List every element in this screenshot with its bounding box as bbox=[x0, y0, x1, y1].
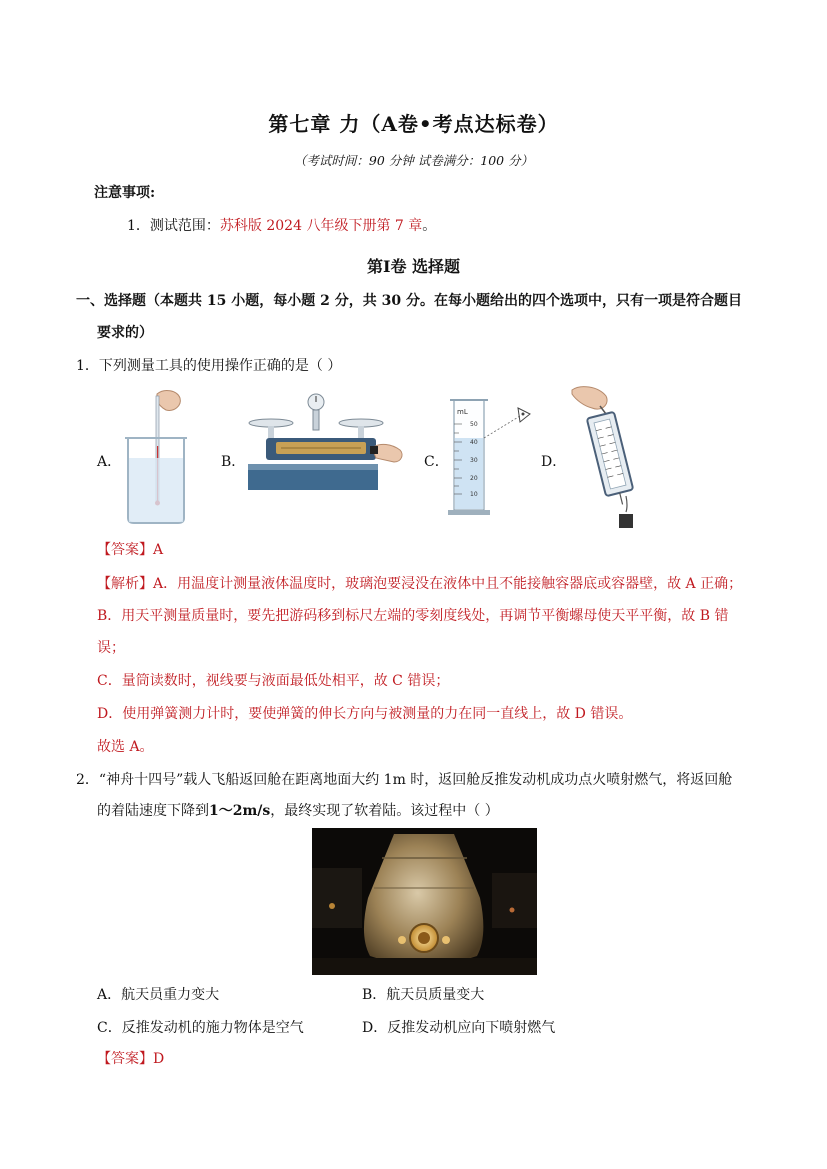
test-range: 苏科版 2024 八年级下册第 7 章 bbox=[219, 218, 423, 234]
q2-option-b: B．航天员质量变大 bbox=[362, 987, 485, 1003]
q1-option-b-label: B． bbox=[221, 454, 246, 470]
graduated-cylinder-figure bbox=[448, 392, 540, 518]
cylinder-tick-10: 10 bbox=[470, 491, 478, 498]
q2-answer-tag: 【答案】 bbox=[97, 1051, 153, 1067]
cylinder-tick-50: 50 bbox=[470, 421, 478, 428]
q2-option-c: C．反推发动机的施力物体是空气 bbox=[97, 1020, 304, 1036]
q1-answer-tag: 【答案】 bbox=[97, 542, 153, 558]
q2-option-d: D．反推发动机应向下喷射燃气 bbox=[362, 1020, 556, 1036]
q1-analysis-line-3: 误； bbox=[97, 640, 125, 656]
cylinder-tick-40: 40 bbox=[470, 439, 478, 446]
spring-scale-figure bbox=[566, 384, 646, 532]
q2-answer bbox=[97, 1049, 164, 1069]
cylinder-tick-20: 20 bbox=[470, 475, 478, 482]
q1-option-c-label: C． bbox=[424, 454, 449, 470]
part1-instructions-line2: 要求的） bbox=[97, 325, 153, 341]
q1-answer bbox=[97, 540, 163, 560]
section-title: 第Ⅰ卷 选择题 bbox=[366, 257, 461, 276]
exam-info: （考试时间：90 分钟 试卷满分：100 分） bbox=[293, 153, 534, 168]
q1-stem: 1．下列测量工具的使用操作正确的是（ ） bbox=[76, 358, 342, 374]
q1-answer-value: A bbox=[153, 542, 164, 558]
part1-instructions-line1: 一、选择题（本题共 15 小题，每小题 2 分，共 30 分。在每小题给出的四个选项中，只有一项是符合题目 bbox=[76, 293, 742, 309]
notice-item-1 bbox=[127, 216, 436, 236]
q2-speed-value: 1～2m/s bbox=[209, 803, 271, 819]
q1-analysis-line-5: D．使用弹簧测力计时，要使弹簧的伸长方向与被测量的力在同一直线上，故 D 错误。 bbox=[97, 706, 633, 722]
q2-option-a: A．航天员重力变大 bbox=[97, 987, 220, 1003]
notice-item-1-end: 。 bbox=[422, 218, 437, 234]
page-title: 第七章 力（A卷•考点达标卷） bbox=[268, 112, 559, 136]
q1-analysis-line-4: C．量筒读数时，视线要与液面最低处相平，故 C 错误； bbox=[97, 673, 450, 689]
q2-stem-line2 bbox=[97, 801, 499, 821]
cylinder-unit-label: mL bbox=[457, 408, 468, 416]
q1-conclusion: 故选 A。 bbox=[97, 739, 154, 755]
q1-analysis-line-2: B．用天平测量质量时，要先把游码移到标尺左端的零刻度线处，再调节平衡螺母使天平平衡，故 B 错 bbox=[97, 608, 729, 624]
q2-answer-value: D bbox=[153, 1051, 165, 1067]
thermometer-beaker-figure bbox=[122, 386, 192, 526]
return-capsule-photo bbox=[312, 828, 537, 975]
notice-heading: 注意事项: bbox=[94, 185, 156, 201]
q2-stem-line1: 2．“神舟十四号”载人飞船返回舱在距离地面大约 1m 时，返回舱反推发动机成功点火喷射燃气，将返回舱 bbox=[76, 772, 733, 788]
cylinder-tick-30: 30 bbox=[470, 457, 478, 464]
q2-stem-line2-c: ，最终实现了软着陆。该过程中（ ） bbox=[270, 803, 499, 819]
q1-option-d-label: D． bbox=[541, 454, 567, 470]
q1-analysis-line-1 bbox=[97, 574, 742, 594]
q1-analysis-text-1: A．用温度计测量液体温度时，玻璃泡要浸没在液体中且不能接触容器底或容器壁，故 A 正确； bbox=[153, 576, 743, 592]
q1-option-a-label: A． bbox=[97, 454, 122, 470]
q1-analysis-tag: 【解析】 bbox=[97, 576, 153, 592]
notice-item-1-prefix: 1．测试范围： bbox=[127, 218, 220, 234]
q2-stem-line2-a: 的着陆速度下降到 bbox=[97, 803, 209, 819]
balance-scale-figure bbox=[246, 390, 406, 494]
